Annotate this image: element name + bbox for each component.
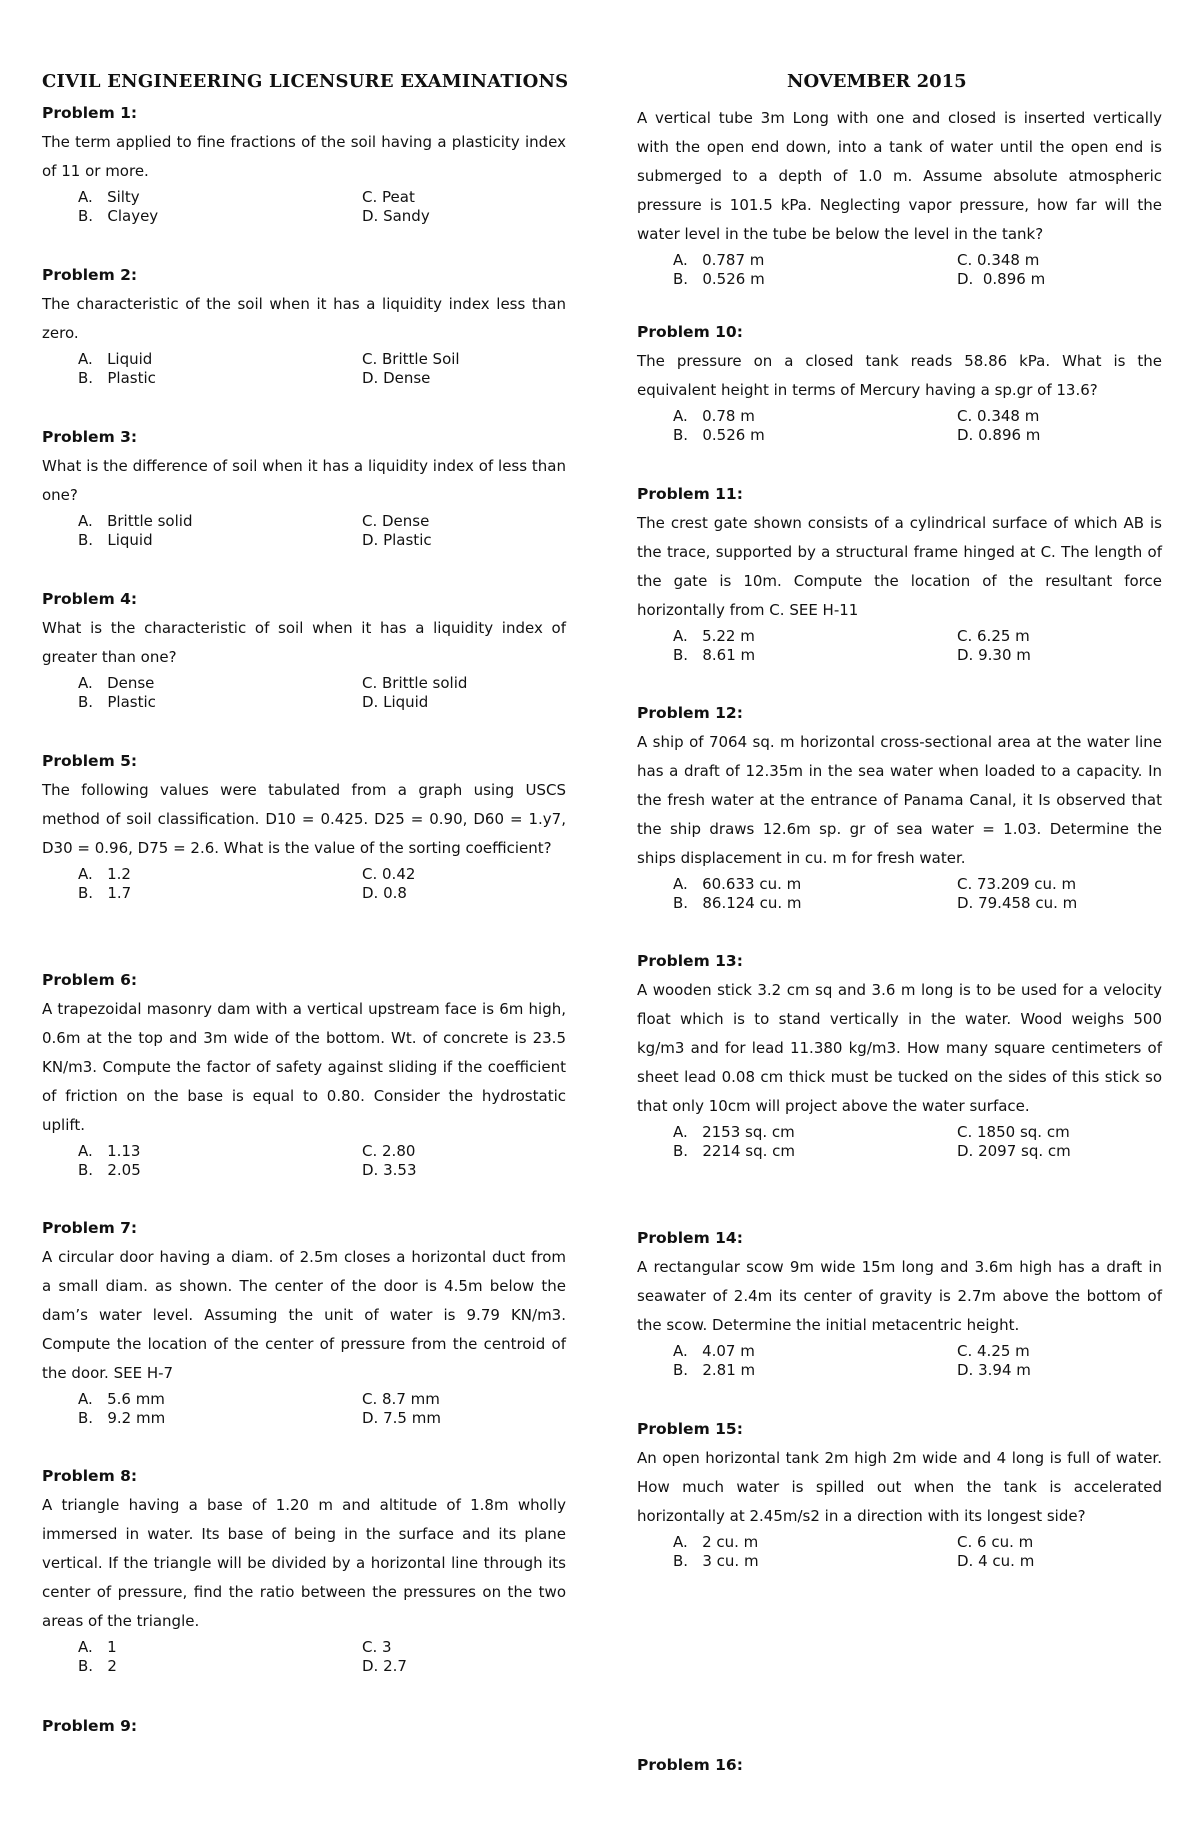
problem-question: What is the difference of soil when it has a liquidity index of less than one? — [42, 457, 566, 504]
problem-label: Problem 3: — [42, 428, 138, 446]
choice-option: D. 0.896 m — [957, 270, 1046, 288]
problem-block — [42, 1219, 566, 1428]
choice-option: C. Brittle Soil — [362, 350, 460, 368]
answer-choices — [637, 1342, 1162, 1380]
problem-block — [42, 1467, 566, 1676]
choice-option: D. Plastic — [362, 531, 432, 549]
choice-option: A. Dense — [78, 674, 155, 692]
answer-choices — [637, 1533, 1162, 1571]
problem-question: An open horizontal tank 2m high 2m wide and 4 long is full of water. How much water is spilled out when the tank is accelerated horizontally at 2.45m/s2 in a direction with its longest side? — [637, 1449, 1162, 1525]
answer-choices — [637, 627, 1162, 665]
problem-label: Problem 12: — [637, 704, 743, 722]
exam-title: CIVIL ENGINEERING LICENSURE EXAMINATIONS — [42, 71, 569, 92]
problem-label: Problem 15: — [637, 1420, 743, 1438]
choice-option: D. 2.7 — [362, 1657, 407, 1675]
answer-choices — [637, 251, 1162, 289]
choice-option: C. 8.7 mm — [362, 1390, 440, 1408]
choice-option: B. 0.526 m — [673, 426, 765, 444]
problem-label: Problem 4: — [42, 590, 138, 608]
choice-option: A. 5.22 m — [673, 627, 755, 645]
choice-option: B. 2.05 — [78, 1161, 141, 1179]
problem-question: What is the characteristic of soil when it has a liquidity index of greater than one? — [42, 619, 566, 666]
choice-option: B. 2214 sq. cm — [673, 1142, 796, 1160]
problem-question: The crest gate shown consists of a cylindrical surface of which AB is the trace, supported by a structural frame hinged at C. The length of the gate is 10m. Compute the location of the resultant force horizontally from C. SEE H-11 — [637, 514, 1162, 619]
choice-option: B. 8.61 m — [673, 646, 756, 664]
choice-option: D. 0.8 — [362, 884, 407, 902]
problem-block — [637, 485, 1162, 665]
problem-block — [637, 323, 1162, 445]
answer-choices — [42, 188, 566, 226]
problem-question: The pressure on a closed tank reads 58.86 kPa. What is the equivalent height in terms of Mercury having a sp.gr of 13.6? — [637, 352, 1162, 399]
choice-option: B. Plastic — [78, 369, 156, 387]
problem-block — [42, 971, 566, 1180]
choice-option: D. Sandy — [362, 207, 430, 225]
problem-question: The term applied to fine fractions of the soil having a plasticity index of 11 or more. — [42, 133, 566, 180]
choice-option: D. 7.5 mm — [362, 1409, 441, 1427]
choice-option: B. 9.2 mm — [78, 1409, 166, 1427]
choice-option: A. 1 — [78, 1638, 117, 1656]
choice-option: A. Silty — [78, 188, 140, 206]
problem-block — [637, 952, 1162, 1161]
problem-label: Problem 13: — [637, 952, 743, 970]
choice-option: C. 1850 sq. cm — [957, 1123, 1070, 1141]
choice-row — [42, 1390, 566, 1409]
choice-option: B. Liquid — [78, 531, 153, 549]
choice-option: D. 3.53 — [362, 1161, 417, 1179]
problem-label: Problem 8: — [42, 1467, 138, 1485]
choice-option: C. Brittle solid — [362, 674, 468, 692]
answer-choices — [637, 875, 1162, 913]
choice-option: D. 9.30 m — [957, 646, 1031, 664]
choice-option: D. 3.94 m — [957, 1361, 1031, 1379]
answer-choices — [42, 674, 566, 712]
choice-row — [637, 251, 1162, 270]
choice-row — [42, 1409, 566, 1428]
choice-option: B. 86.124 cu. m — [673, 894, 802, 912]
choice-option: A. 5.6 mm — [78, 1390, 165, 1408]
choice-option: A. 60.633 cu. m — [673, 875, 802, 893]
choice-option: B. 1.7 — [78, 884, 132, 902]
choice-row — [42, 350, 566, 369]
choice-row — [637, 407, 1162, 426]
choice-option: B. Plastic — [78, 693, 156, 711]
choice-option: D. 2097 sq. cm — [957, 1142, 1071, 1160]
choice-option: D. Dense — [362, 369, 431, 387]
choice-row — [42, 512, 566, 531]
answer-choices — [42, 350, 566, 388]
choice-option: A. 0.787 m — [673, 251, 765, 269]
problem-block — [42, 590, 566, 712]
problem-9-label: Problem 9: — [42, 1717, 138, 1735]
choice-option: A. 2 cu. m — [673, 1533, 759, 1551]
choice-row — [42, 188, 566, 207]
choice-row — [637, 426, 1162, 445]
choice-row — [42, 865, 566, 884]
choice-row — [637, 270, 1162, 289]
choice-option: C. Peat — [362, 188, 415, 206]
choice-option: A. Brittle solid — [78, 512, 193, 530]
choice-row — [637, 894, 1162, 913]
choice-row — [42, 674, 566, 693]
problem-question: A trapezoidal masonry dam with a vertical upstream face is 6m high, 0.6m at the top and 3m wide of the bottom. Wt. of concrete is 23.5 KN/m3. Compute the factor of safety against sliding if the coefficient of friction on the base is equal to 0.80. Consider the hydrostatic uplift. — [42, 1000, 566, 1134]
exam-date: NOVEMBER 2015 — [787, 71, 967, 92]
answer-choices — [42, 1142, 566, 1180]
choice-option: C. 0.42 — [362, 865, 416, 883]
choice-row — [637, 1533, 1162, 1552]
problem-block — [637, 104, 1162, 289]
choice-row — [42, 531, 566, 550]
answer-choices — [42, 1638, 566, 1676]
problem-question: A wooden stick 3.2 cm sq and 3.6 m long is to be used for a velocity float which is to stand vertically in the water. Wood weighs 500 kg/m3 and for lead 11.380 kg/m3. How many square centimeters of sheet lead 0.08 cm thick must be tucked on the sides of this stick so that only 10cm will project above the water surface. — [637, 981, 1162, 1115]
choice-option: C. 6.25 m — [957, 627, 1030, 645]
choice-row — [42, 1161, 566, 1180]
problem-question: A rectangular scow 9m wide 15m long and 3.6m high has a draft in seawater of 2.4m its center of gravity is 2.7m above the bottom of the scow. Determine the initial metacentric height. — [637, 1258, 1162, 1334]
choice-option: C. 0.348 m — [957, 407, 1040, 425]
choice-option: B. 2.81 m — [673, 1361, 756, 1379]
choice-option: C. 3 — [362, 1638, 392, 1656]
problem-label: Problem 7: — [42, 1219, 138, 1237]
answer-choices — [42, 512, 566, 550]
problem-question: The characteristic of the soil when it has a liquidity index less than zero. — [42, 295, 566, 342]
choice-row — [42, 1657, 566, 1676]
choice-row — [637, 646, 1162, 665]
choice-option: C. 2.80 — [362, 1142, 416, 1160]
choice-row — [42, 1638, 566, 1657]
problem-block — [42, 752, 566, 903]
problem-question: A vertical tube 3m Long with one and closed is inserted vertically with the open end down, into a tank of water until the open end is submerged to a depth of 1.0 m. Assume absolute atmospheric pressure is 101.5 kPa. Neglecting vapor pressure, how far will the water level in the tube be below the level in the tank? — [637, 109, 1162, 243]
problem-label: Problem 2: — [42, 266, 138, 284]
choice-option: D. Liquid — [362, 693, 429, 711]
problem-question: A triangle having a base of 1.20 m and altitude of 1.8m wholly immersed in water. Its base of being in the surface and its plane vertical. If the triangle will be divided by a horizontal line through its center of pressure, find the ratio between the pressures on the two areas of the triangle. — [42, 1496, 566, 1630]
choice-option: B. 0.526 m — [673, 270, 765, 288]
choice-row — [637, 627, 1162, 646]
choice-row — [42, 1142, 566, 1161]
choice-option: A. 2153 sq. cm — [673, 1123, 795, 1141]
choice-row — [637, 1342, 1162, 1361]
problem-label: Problem 6: — [42, 971, 138, 989]
choice-option: D. 4 cu. m — [957, 1552, 1035, 1570]
choice-option: C. Dense — [362, 512, 430, 530]
choice-option: A. 1.13 — [78, 1142, 141, 1160]
choice-option: C. 6 cu. m — [957, 1533, 1034, 1551]
problem-label: Problem 5: — [42, 752, 138, 770]
problem-block — [637, 1229, 1162, 1380]
choice-option: D. 0.896 m — [957, 426, 1041, 444]
choice-option: D. 79.458 cu. m — [957, 894, 1078, 912]
choice-option: C. 73.209 cu. m — [957, 875, 1077, 893]
problem-label: Problem 14: — [637, 1229, 743, 1247]
choice-row — [42, 207, 566, 226]
choice-option: B. Clayey — [78, 207, 159, 225]
choice-row — [42, 369, 566, 388]
answer-choices — [42, 1390, 566, 1428]
answer-choices — [637, 1123, 1162, 1161]
problem-block — [637, 704, 1162, 913]
answer-choices — [42, 865, 566, 903]
problem-block — [637, 1420, 1162, 1571]
choice-row — [637, 875, 1162, 894]
choice-option: C. 0.348 m — [957, 251, 1040, 269]
problem-label: Problem 11: — [637, 485, 743, 503]
problem-label: Problem 10: — [637, 323, 743, 341]
choice-row — [637, 1552, 1162, 1571]
problem-block — [42, 428, 566, 550]
choice-row — [637, 1361, 1162, 1380]
choice-option: B. 3 cu. m — [673, 1552, 759, 1570]
problem-block — [42, 266, 566, 388]
problem-16-label: Problem 16: — [637, 1756, 743, 1774]
problem-block — [42, 104, 566, 226]
problem-question: A circular door having a diam. of 2.5m closes a horizontal duct from a small diam. as shown. The center of the door is 4.5m below the dam’s water level. Assuming the unit of water is 9.79 KN/m3. Compute the location of the center of pressure from the centroid of the door. SEE H-7 — [42, 1248, 566, 1382]
choice-option: A. Liquid — [78, 350, 153, 368]
choice-option: A. 0.78 m — [673, 407, 755, 425]
choice-option: B. 2 — [78, 1657, 117, 1675]
problem-question: A ship of 7064 sq. m horizontal cross-sectional area at the water line has a draft of 12.35m in the sea water when loaded to a capacity. In the fresh water at the entrance of Panama Canal, it Is observed that the ship draws 12.6m sp. gr of sea water = 1.03. Determine the ships displacement in cu. m for fresh water. — [637, 733, 1162, 867]
choice-option: C. 4.25 m — [957, 1342, 1030, 1360]
choice-row — [42, 884, 566, 903]
problem-question: The following values were tabulated from a graph using USCS method of soil classification. D10 = 0.425. D25 = 0.90, D60 = 1.y7, D30 = 0.96, D75 = 2.6. What is the value of the sorting coefficient? — [42, 781, 566, 857]
choice-row — [637, 1142, 1162, 1161]
answer-choices — [637, 407, 1162, 445]
problem-label: Problem 1: — [42, 104, 138, 122]
choice-option: A. 4.07 m — [673, 1342, 755, 1360]
choice-row — [637, 1123, 1162, 1142]
choice-option: A. 1.2 — [78, 865, 131, 883]
choice-row — [42, 693, 566, 712]
